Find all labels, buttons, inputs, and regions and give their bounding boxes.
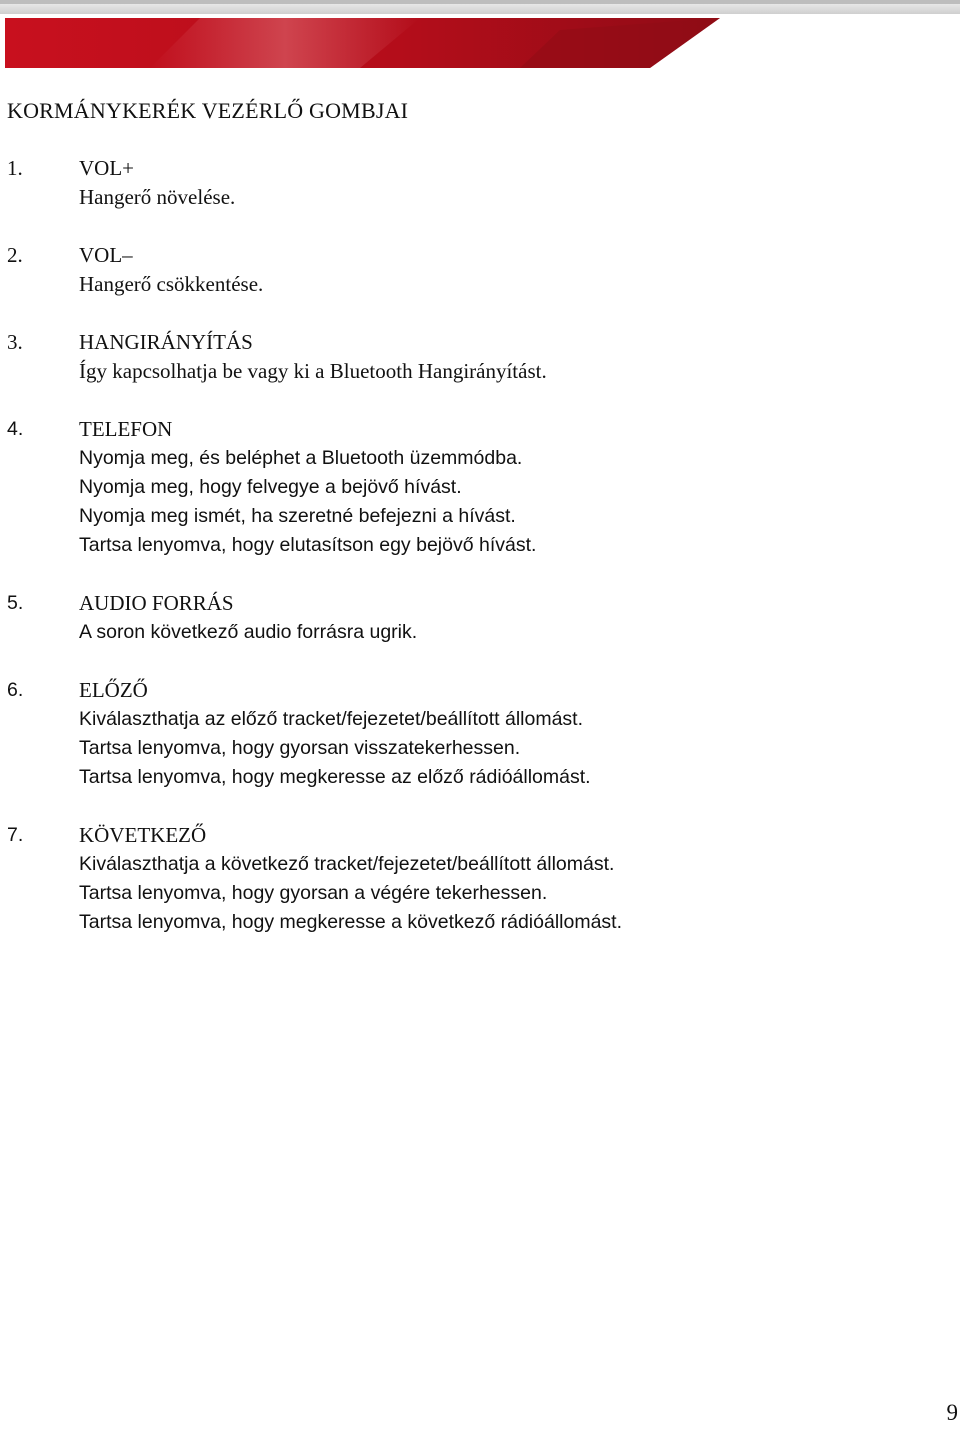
list-item: [7, 415, 937, 560]
item-number: 2.: [7, 243, 23, 267]
item-title: KÖVETKEZŐ: [79, 823, 207, 847]
item-number: 5.: [7, 592, 24, 614]
item-number: 4.: [7, 418, 24, 440]
instruction-list: [7, 154, 937, 966]
item-title: ELŐZŐ: [79, 678, 148, 702]
page-number: 9: [946, 1400, 958, 1425]
header-banner-graphic: [0, 0, 960, 68]
item-description-line: Tartsa lenyomva, hogy gyorsan visszatekerhessen.: [79, 737, 521, 759]
item-description-line: A soron következő audio forrásra ugrik.: [79, 621, 418, 643]
item-description-line: Tartsa lenyomva, hogy elutasítson egy bejövő hívást.: [79, 534, 537, 556]
list-item: [7, 328, 937, 386]
list-item: [7, 821, 937, 937]
page-title: KORMÁNYKERÉK VEZÉRLŐ GOMBJAI: [7, 98, 409, 123]
item-number: 3.: [7, 330, 23, 354]
item-description-line: Tartsa lenyomva, hogy gyorsan a végére tekerhessen.: [79, 882, 548, 904]
item-title: AUDIO FORRÁS: [79, 591, 234, 615]
item-title: TELEFON: [79, 417, 173, 441]
header-banner: [0, 0, 960, 68]
item-description-line: Tartsa lenyomva, hogy megkeresse az előző rádióállomást.: [79, 766, 591, 788]
list-item: [7, 589, 937, 647]
item-description-line: Hangerő csökkentése.: [79, 272, 264, 296]
item-description-line: Tartsa lenyomva, hogy megkeresse a következő rádióállomást.: [79, 911, 623, 933]
list-item: [7, 676, 937, 792]
item-number: 1.: [7, 156, 23, 180]
item-number: 6.: [7, 679, 24, 701]
item-description-line: Így kapcsolhatja be vagy ki a Bluetooth Hangirányítást.: [79, 359, 547, 383]
item-description-line: Kiválaszthatja a következő tracket/fejezetet/beállított állomást.: [79, 853, 615, 875]
list-item: [7, 241, 937, 299]
item-description-line: Nyomja meg ismét, ha szeretné befejezni a hívást.: [79, 505, 516, 527]
item-title: VOL+: [79, 156, 135, 180]
list-item: [7, 154, 937, 212]
item-number: 7.: [7, 824, 24, 846]
item-description-line: Nyomja meg, hogy felvegye a bejövő hívást.: [79, 476, 462, 498]
item-title: HANGIRÁNYÍTÁS: [79, 330, 253, 354]
item-description-line: Nyomja meg, és beléphet a Bluetooth üzemmódba.: [79, 447, 523, 469]
item-description-line: Hangerő növelése.: [79, 185, 236, 209]
item-title: VOL–: [79, 243, 133, 267]
item-description-line: Kiválaszthatja az előző tracket/fejezetet/beállított állomást.: [79, 708, 584, 730]
